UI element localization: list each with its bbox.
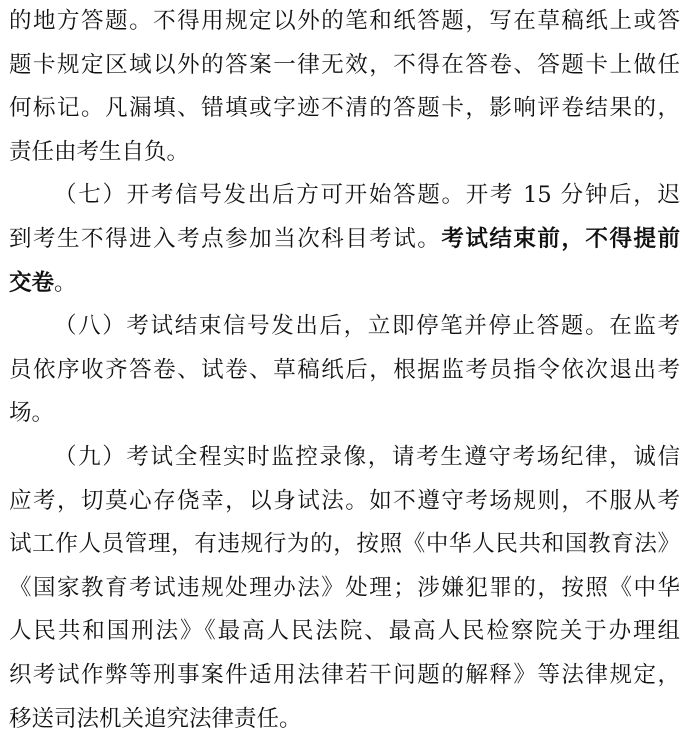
paragraph-9-line-5: 人民共和国刑法》《最高人民法院、最高人民检察院关于办理组 bbox=[9, 610, 680, 654]
paragraph-7-line-3-bold: 交卷 bbox=[9, 270, 54, 296]
paragraph-9-line-1: （九）考试全程实时监控录像，请考生遵守考场纪律，诚信 bbox=[9, 436, 680, 480]
paragraph-9-line-7: 移送司法机关追究法律责任。 bbox=[9, 698, 680, 741]
paragraph-7-line-2 bbox=[9, 218, 680, 262]
paragraph-7-line-3 bbox=[9, 262, 680, 306]
paragraph-9-line-3: 试工作人员管理，有违规行为的，按照《中华人民共和国教育法》 bbox=[9, 523, 680, 567]
paragraph-9-line-4: 《国家教育考试违规处理办法》处理；涉嫌犯罪的，按照《中华 bbox=[9, 567, 680, 611]
paragraph-7-line-1: （七）开考信号发出后方可开始答题。开考 15 分钟后，迟 bbox=[9, 174, 680, 218]
paragraph-6-line-1: 的地方答题。不得用规定以外的笔和纸答题，写在草稿纸上或答 bbox=[9, 0, 680, 44]
paragraph-7-line-2-regular: 到考生不得进入考点参加当次科目考试。 bbox=[9, 226, 441, 252]
paragraph-9-line-6: 织考试作弊等刑事案件适用法律若干问题的解释》等法律规定， bbox=[9, 654, 680, 698]
paragraph-6-line-4: 责任由考生自负。 bbox=[9, 131, 680, 175]
paragraph-6-line-2: 题卡规定区域以外的答案一律无效，不得在答卷、答题卡上做任 bbox=[9, 44, 680, 88]
paragraph-8-line-3: 场。 bbox=[9, 392, 680, 436]
paragraph-8-line-2: 员依序收齐答卷、试卷、草稿纸后，根据监考员指令依次退出考 bbox=[9, 349, 680, 393]
paragraph-7-line-3-end: 。 bbox=[54, 270, 77, 296]
paragraph-7-line-2-bold: 考试结束前，不得提前 bbox=[441, 226, 680, 252]
paragraph-9-line-2: 应考，切莫心存侥幸，以身试法。如不遵守考场规则，不服从考 bbox=[9, 480, 680, 524]
paragraph-6-line-3: 何标记。凡漏填、错填或字迹不清的答题卡，影响评卷结果的， bbox=[9, 87, 680, 131]
paragraph-8-line-1: （八）考试结束信号发出后，立即停笔并停止答题。在监考 bbox=[9, 305, 680, 349]
